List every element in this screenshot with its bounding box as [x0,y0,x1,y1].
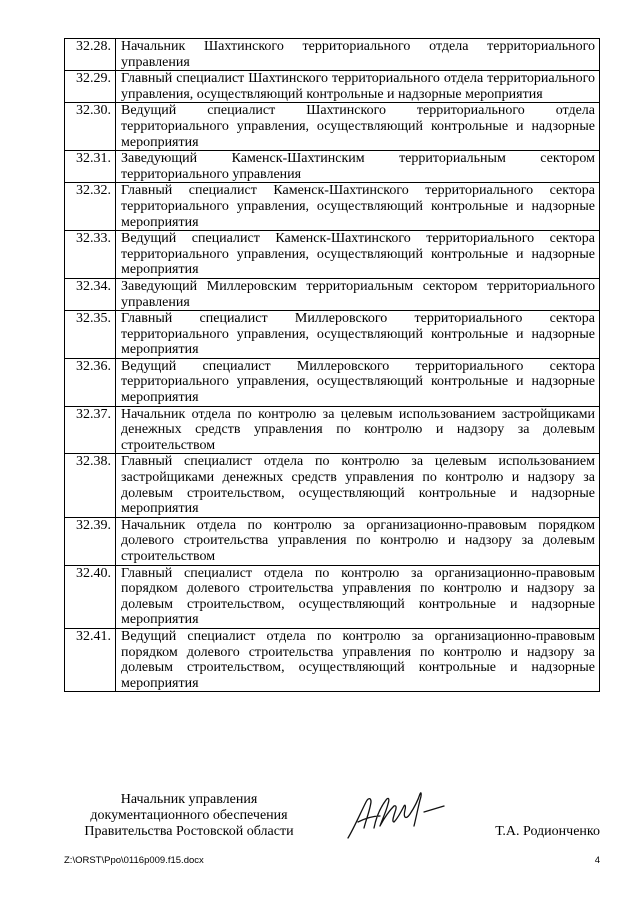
table-row [65,231,600,279]
row-number: 32.38. [65,454,116,517]
positions-table-body [65,39,600,692]
table-row [65,183,600,231]
position-title: Начальник отдела по контролю за целевым использованием застройщиками денежных средств управления по контролю и надзору за долевым строительством [116,406,600,454]
position-title: Главный специалист Каменск-Шахтинского территориального сектора территориального управления, осуществляющий контрольные и надзорные мероприятия [116,183,600,231]
row-number: 32.29. [65,71,116,103]
row-number: 32.31. [65,151,116,183]
positions-table [64,38,600,692]
position-title: Ведущий специалист Каменск-Шахтинского территориального сектора территориального управления, осуществляющий контрольные и надзорные мероприятия [116,231,600,279]
position-title: Заведующий Миллеровским территориальным сектором территориального управления [116,278,600,310]
row-number: 32.39. [65,517,116,565]
row-number: 32.41. [65,628,116,691]
position-title: Начальник отдела по контролю за организационно-правовым порядком долевого строительства управления по контролю и надзору за долевым строительством [116,517,600,565]
signatory-title [64,792,314,840]
position-title: Главный специалист Шахтинского территориального отдела территориального управления, осуществляющий контрольные и надзорные мероприятия [116,71,600,103]
table-row [65,151,600,183]
position-title: Главный специалист отдела по контролю за целевым использованием застройщиками денежных средств управления по контролю и надзору за долевым строительством, осуществляющий контрольные и надзорные мероприятия [116,454,600,517]
position-title: Ведущий специалист Миллеровского территориального сектора территориального управления, осуществляющий контрольные и надзорные мероприятия [116,358,600,406]
position-title: Ведущий специалист отдела по контролю за организационно-правовым порядком долевого строительства управления по контролю и надзору за долевым строительством, осуществляющий контрольные и надзорные мероприятия [116,628,600,691]
table-row [65,103,600,151]
row-number: 32.28. [65,39,116,71]
table-row [65,311,600,359]
row-number: 32.34. [65,278,116,310]
table-row [65,358,600,406]
signatory-title-line: Начальник управления [120,792,258,807]
row-number: 32.36. [65,358,116,406]
table-row [65,454,600,517]
table-row [65,406,600,454]
position-title: Главный специалист отдела по контролю за организационно-правовым порядком долевого строительства управления по контролю и надзору за долевым строительством, осуществляющий контрольные и надзорные мероприятия [116,565,600,628]
signatory-title-line: Правительства Ростовской области [84,824,294,839]
position-title: Начальник Шахтинского территориального отдела территориального управления [116,39,600,71]
signatory-name: Т.А. Родионченко [495,824,600,839]
position-title: Ведущий специалист Шахтинского территориального отдела территориального управления, осуществляющий контрольные и надзорные мероприятия [116,103,600,151]
table-row [65,628,600,691]
row-number: 32.33. [65,231,116,279]
position-title: Заведующий Каменск-Шахтинским территориальным сектором территориального управления [116,151,600,183]
row-number: 32.40. [65,565,116,628]
position-title: Главный специалист Миллеровского территориального сектора территориального управления, осуществляющий контрольные и надзорные мероприятия [116,311,600,359]
footer-file-path: Z:\ORST\Ppo\0116p009.f15.docx [64,855,204,866]
signature-block [0,790,640,850]
row-number: 32.37. [65,406,116,454]
table-row [65,278,600,310]
table-row [65,71,600,103]
page-number: 4 [594,855,600,866]
row-number: 32.30. [65,103,116,151]
row-number: 32.35. [65,311,116,359]
table-row [65,517,600,565]
handwritten-signature [340,788,450,844]
table-row [65,39,600,71]
row-number: 32.32. [65,183,116,231]
signatory-title-line: документационного обеспечения [90,808,288,823]
table-row [65,565,600,628]
